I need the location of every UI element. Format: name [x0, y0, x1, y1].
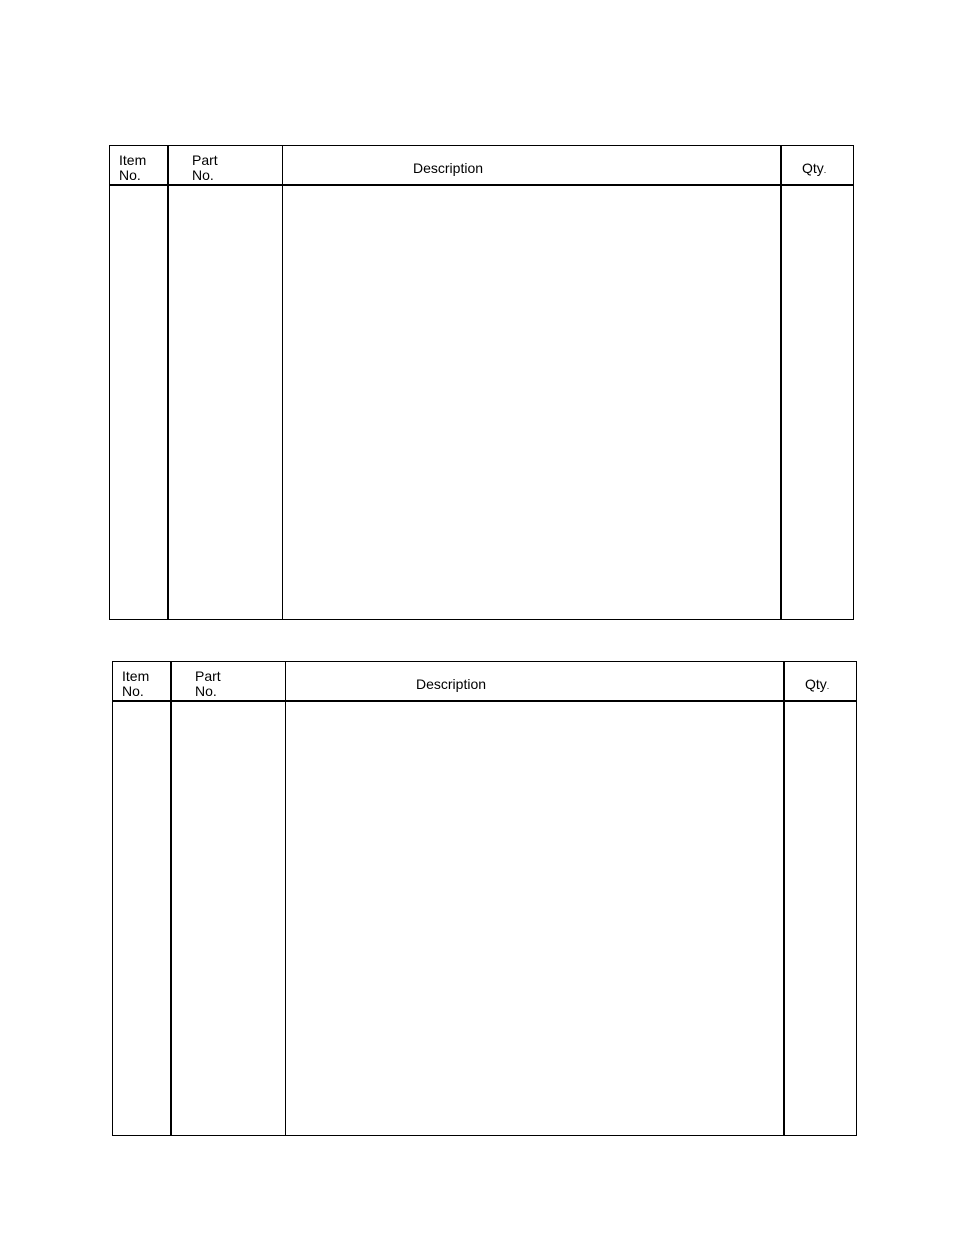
header-item-no: Item No.: [122, 668, 150, 699]
column-divider: [783, 662, 785, 1135]
parts-list-table-1: [109, 145, 854, 620]
parts-list-table-2: [112, 661, 857, 1136]
header-part-no: Part No.: [192, 152, 218, 183]
column-divider: [167, 146, 169, 619]
column-divider: [170, 662, 172, 1135]
header-part-no: Part No.: [195, 668, 221, 699]
column-divider: [285, 662, 286, 1135]
header-qty: [805, 677, 829, 694]
header-qty-text: Qty: [802, 160, 824, 176]
header-description: Description: [413, 160, 484, 176]
column-divider: [780, 146, 782, 619]
header-qty-text: Qty: [805, 676, 827, 692]
header-qty: [802, 161, 826, 178]
header-qty-dot: .: [823, 165, 827, 175]
header-description: Description: [416, 676, 487, 692]
header-item-no: Item No.: [119, 152, 147, 183]
column-divider: [282, 146, 283, 619]
header-qty-dot: .: [826, 681, 830, 691]
